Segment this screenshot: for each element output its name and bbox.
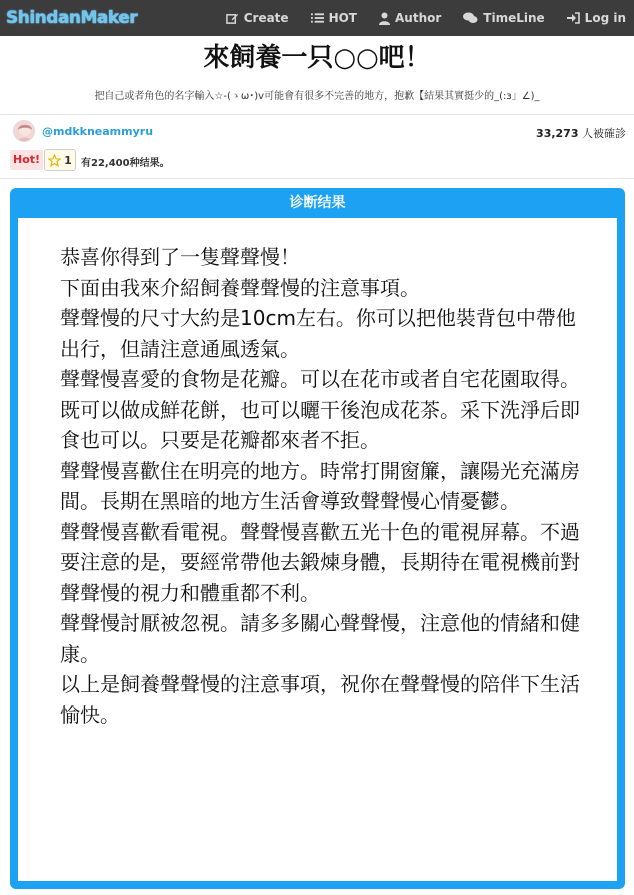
star-icon xyxy=(48,154,61,167)
favorite-count: 1 xyxy=(64,153,72,167)
nav-create-label: Create xyxy=(243,11,289,25)
list-icon xyxy=(311,12,324,24)
site-logo[interactable]: ShindanMaker xyxy=(6,8,138,28)
nav-timeline-label: TimeLine xyxy=(483,11,545,25)
nav-timeline[interactable] xyxy=(463,11,544,25)
nav-menu xyxy=(204,0,626,36)
results-count: 有22,400种结果。 xyxy=(81,158,170,169)
result-panel-body xyxy=(18,218,617,881)
nav-hot[interactable] xyxy=(311,11,357,25)
hot-badge: Hot! xyxy=(10,150,43,170)
page-title: 來飼養一只○○吧！ xyxy=(203,43,431,73)
divider xyxy=(0,178,634,179)
avatar[interactable] xyxy=(13,120,35,142)
count-suffix: 人被確診 xyxy=(578,127,626,140)
divider xyxy=(0,114,634,115)
chat-icon xyxy=(463,12,478,24)
nav-create[interactable] xyxy=(226,11,289,25)
nav-login[interactable] xyxy=(567,11,626,25)
login-icon xyxy=(567,12,580,24)
favorite-button[interactable] xyxy=(44,149,76,171)
nav-login-label: Log in xyxy=(584,11,626,25)
result-panel-header: 诊断结果 xyxy=(289,195,346,211)
count-number: 33,273 xyxy=(536,127,579,140)
avatar-icon xyxy=(14,121,35,142)
nav-hot-label: HOT xyxy=(328,11,357,25)
result-panel xyxy=(10,188,625,889)
author-link[interactable]: @mdkkneammyru xyxy=(42,125,154,138)
edit-icon xyxy=(226,12,239,25)
diagnosis-description: 把自己或者角色的名字輸入☆-(ゝω･)v可能會有很多不完善的地方，抱歉【結果其實挺少的_(:з」∠)_ xyxy=(94,91,540,102)
user-icon xyxy=(379,12,390,25)
nav-author-label: Author xyxy=(395,11,442,25)
top-navbar xyxy=(0,0,634,36)
nav-author[interactable] xyxy=(379,11,441,25)
result-text: 恭喜你得到了一隻聲聲慢！ 下面由我來介紹飼養聲聲慢的注意事項。 聲聲慢的尺寸大約是10cm左右。你可以把他裝背包中帶他出行，但請注意通風透氣。 聲聲慢喜愛的食物是花瓣。可以在花市或者自宅花園取得。既可以做成鮮花餅，也可以曬干後泡成花茶。采下洗淨后即食也可以。只要是花瓣都來者不拒。 聲聲慢喜歡住在明亮的地方。時常打開窗簾，讓陽光充滿房間。長期在黑暗的地方生活會導致聲聲慢心情憂鬱。 聲聲慢喜歡看電視。聲聲慢喜歡五光十色的電視屏幕。不過要注意的是，要經常帶他去鍛煉身體，長期待在電視機前對聲聲慢的視力和體重都不利。 聲聲慢討厭被忽視。請多多關心聲聲慢，注意他的情緒和健康。 以上是飼養聲聲慢的注意事項，祝你在聲聲慢的陪伴下生活愉快。 xyxy=(60,245,580,727)
diagnosed-count xyxy=(536,125,626,141)
